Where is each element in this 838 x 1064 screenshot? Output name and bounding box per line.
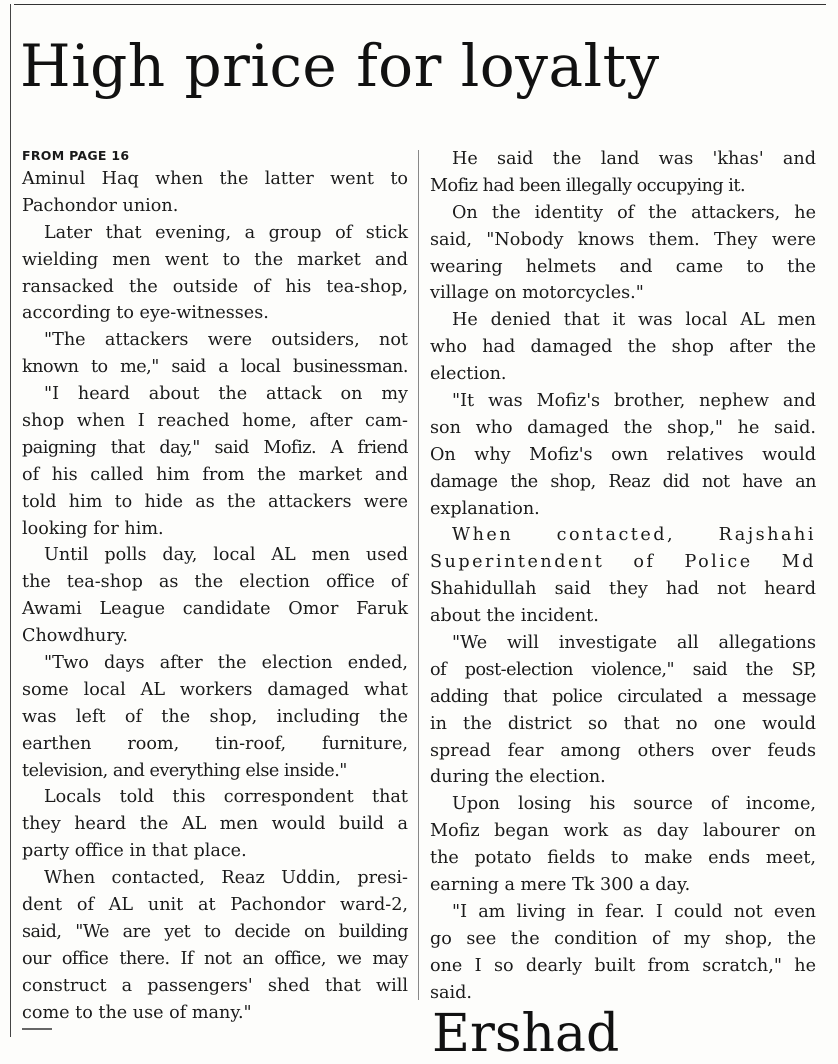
text-line: Upon losing his source of income, <box>452 794 816 815</box>
column-divider <box>418 150 419 1000</box>
text-line: "I am living in fear. I could not even <box>452 901 816 922</box>
text-line: Locals told this correspondent that <box>44 787 408 808</box>
text-line: Mofiz had been illegally occupying it. <box>430 175 746 196</box>
text-line: village on motorcycles." <box>430 283 644 304</box>
text-line: known to me," said a local businessman. <box>22 357 408 378</box>
text-line: said. <box>430 982 472 1003</box>
text-line: of post-election violence," said the SP, <box>430 659 816 680</box>
text-line: election. <box>430 364 507 385</box>
text-line: Mofiz began work as day labourer on <box>430 821 816 842</box>
text-line: damage the shop, Reaz did not have an <box>430 471 816 492</box>
text-line: When contacted, Rajshahi <box>452 525 816 546</box>
text-line: explanation. <box>430 498 540 519</box>
text-line: Until polls day, local AL men used <box>44 545 408 566</box>
text-line: adding that police circulated a message <box>430 686 816 707</box>
left-column <box>22 146 408 1027</box>
text-line: "It was Mofiz's brother, nephew and <box>452 391 816 412</box>
text-line: earning a mere Tk 300 a day. <box>430 875 691 896</box>
text-line: construct a passengers' shed that will <box>22 975 408 996</box>
text-line: in the district so that no one would <box>430 713 816 734</box>
text-line: wearing helmets and came to the <box>430 256 816 277</box>
next-article-headline: Ershad <box>432 1004 620 1064</box>
text-line: son who damaged the shop," he said. <box>430 417 816 438</box>
text-line: Chowdhury. <box>22 626 128 647</box>
text-line: television, and everything else inside." <box>22 760 347 781</box>
text-line: of his called him from the market and <box>22 464 408 485</box>
text-line: during the election. <box>430 767 606 788</box>
text-line: dent of AL unit at Pachondor ward-2, <box>22 895 408 916</box>
top-rule <box>14 4 826 5</box>
text-line: Pachondor union. <box>22 195 179 216</box>
text-line: said, "We are yet to decide on building <box>22 921 408 942</box>
text-line: "Two days after the election ended, <box>44 653 408 674</box>
text-line: according to eye-witnesses. <box>22 303 269 324</box>
text-line: Superintendent of Police Md <box>430 552 816 573</box>
text-line: spread fear among others over feuds <box>430 740 816 761</box>
text-line: said, "Nobody knows them. They were <box>430 229 816 250</box>
text-line: earthen room, tin-roof, furniture, <box>22 733 408 754</box>
text-line: On why Mofiz's own relatives would <box>430 444 816 465</box>
text-line: Shahidullah said they had not heard <box>430 579 816 600</box>
text-line: about the incident. <box>430 606 599 627</box>
text-line: one I so dearly built from scratch," he <box>430 955 816 976</box>
text-line: the potato fields to make ends meet, <box>430 848 816 869</box>
text-line: "We will investigate all allegations <box>452 633 816 654</box>
text-line: paigning that day," said Mofiz. A friend <box>22 437 408 458</box>
text-line: go see the condition of my shop, the <box>430 928 816 949</box>
text-line: Awami League candidate Omor Faruk <box>22 599 408 620</box>
text-line: looking for him. <box>22 518 164 539</box>
text-line: the tea-shop as the election office of <box>22 572 408 593</box>
text-line: On the identity of the attackers, he <box>452 202 816 223</box>
text-line: "I heard about the attack on my <box>44 384 408 405</box>
text-line: Later that evening, a group of stick <box>44 222 408 243</box>
left-rule <box>10 4 11 1037</box>
text-line: party office in that place. <box>22 841 247 862</box>
text-line: wielding men went to the market and <box>22 249 408 270</box>
text-line: When contacted, Reaz Uddin, presi- <box>44 868 408 889</box>
text-line: was left of the shop, including the <box>22 706 408 727</box>
text-line: told him to hide as the attackers were <box>22 491 408 512</box>
text-line: some local AL workers damaged what <box>22 679 408 700</box>
text-line: our office there. If not an office, we may <box>22 948 408 969</box>
text-line: He said the land was 'khas' and <box>452 149 816 169</box>
text-line: shop when I reached home, after cam- <box>22 411 408 432</box>
text-line: "The attackers were outsiders, not <box>44 330 408 351</box>
text-line: come to the use of many." <box>22 1002 252 1023</box>
text-line: they heard the AL men would build a <box>22 814 408 835</box>
text-line: ransacked the outside of his tea-shop, <box>22 276 408 297</box>
text-line: who had damaged the shop after the <box>430 337 816 358</box>
text-line: He denied that it was local AL men <box>452 310 816 331</box>
headline: High price for loyalty <box>20 32 660 100</box>
kicker-from-page: FROM PAGE 16 <box>22 148 130 163</box>
text-line: Aminul Haq when the latter went to <box>22 169 408 189</box>
right-column <box>430 146 816 1007</box>
